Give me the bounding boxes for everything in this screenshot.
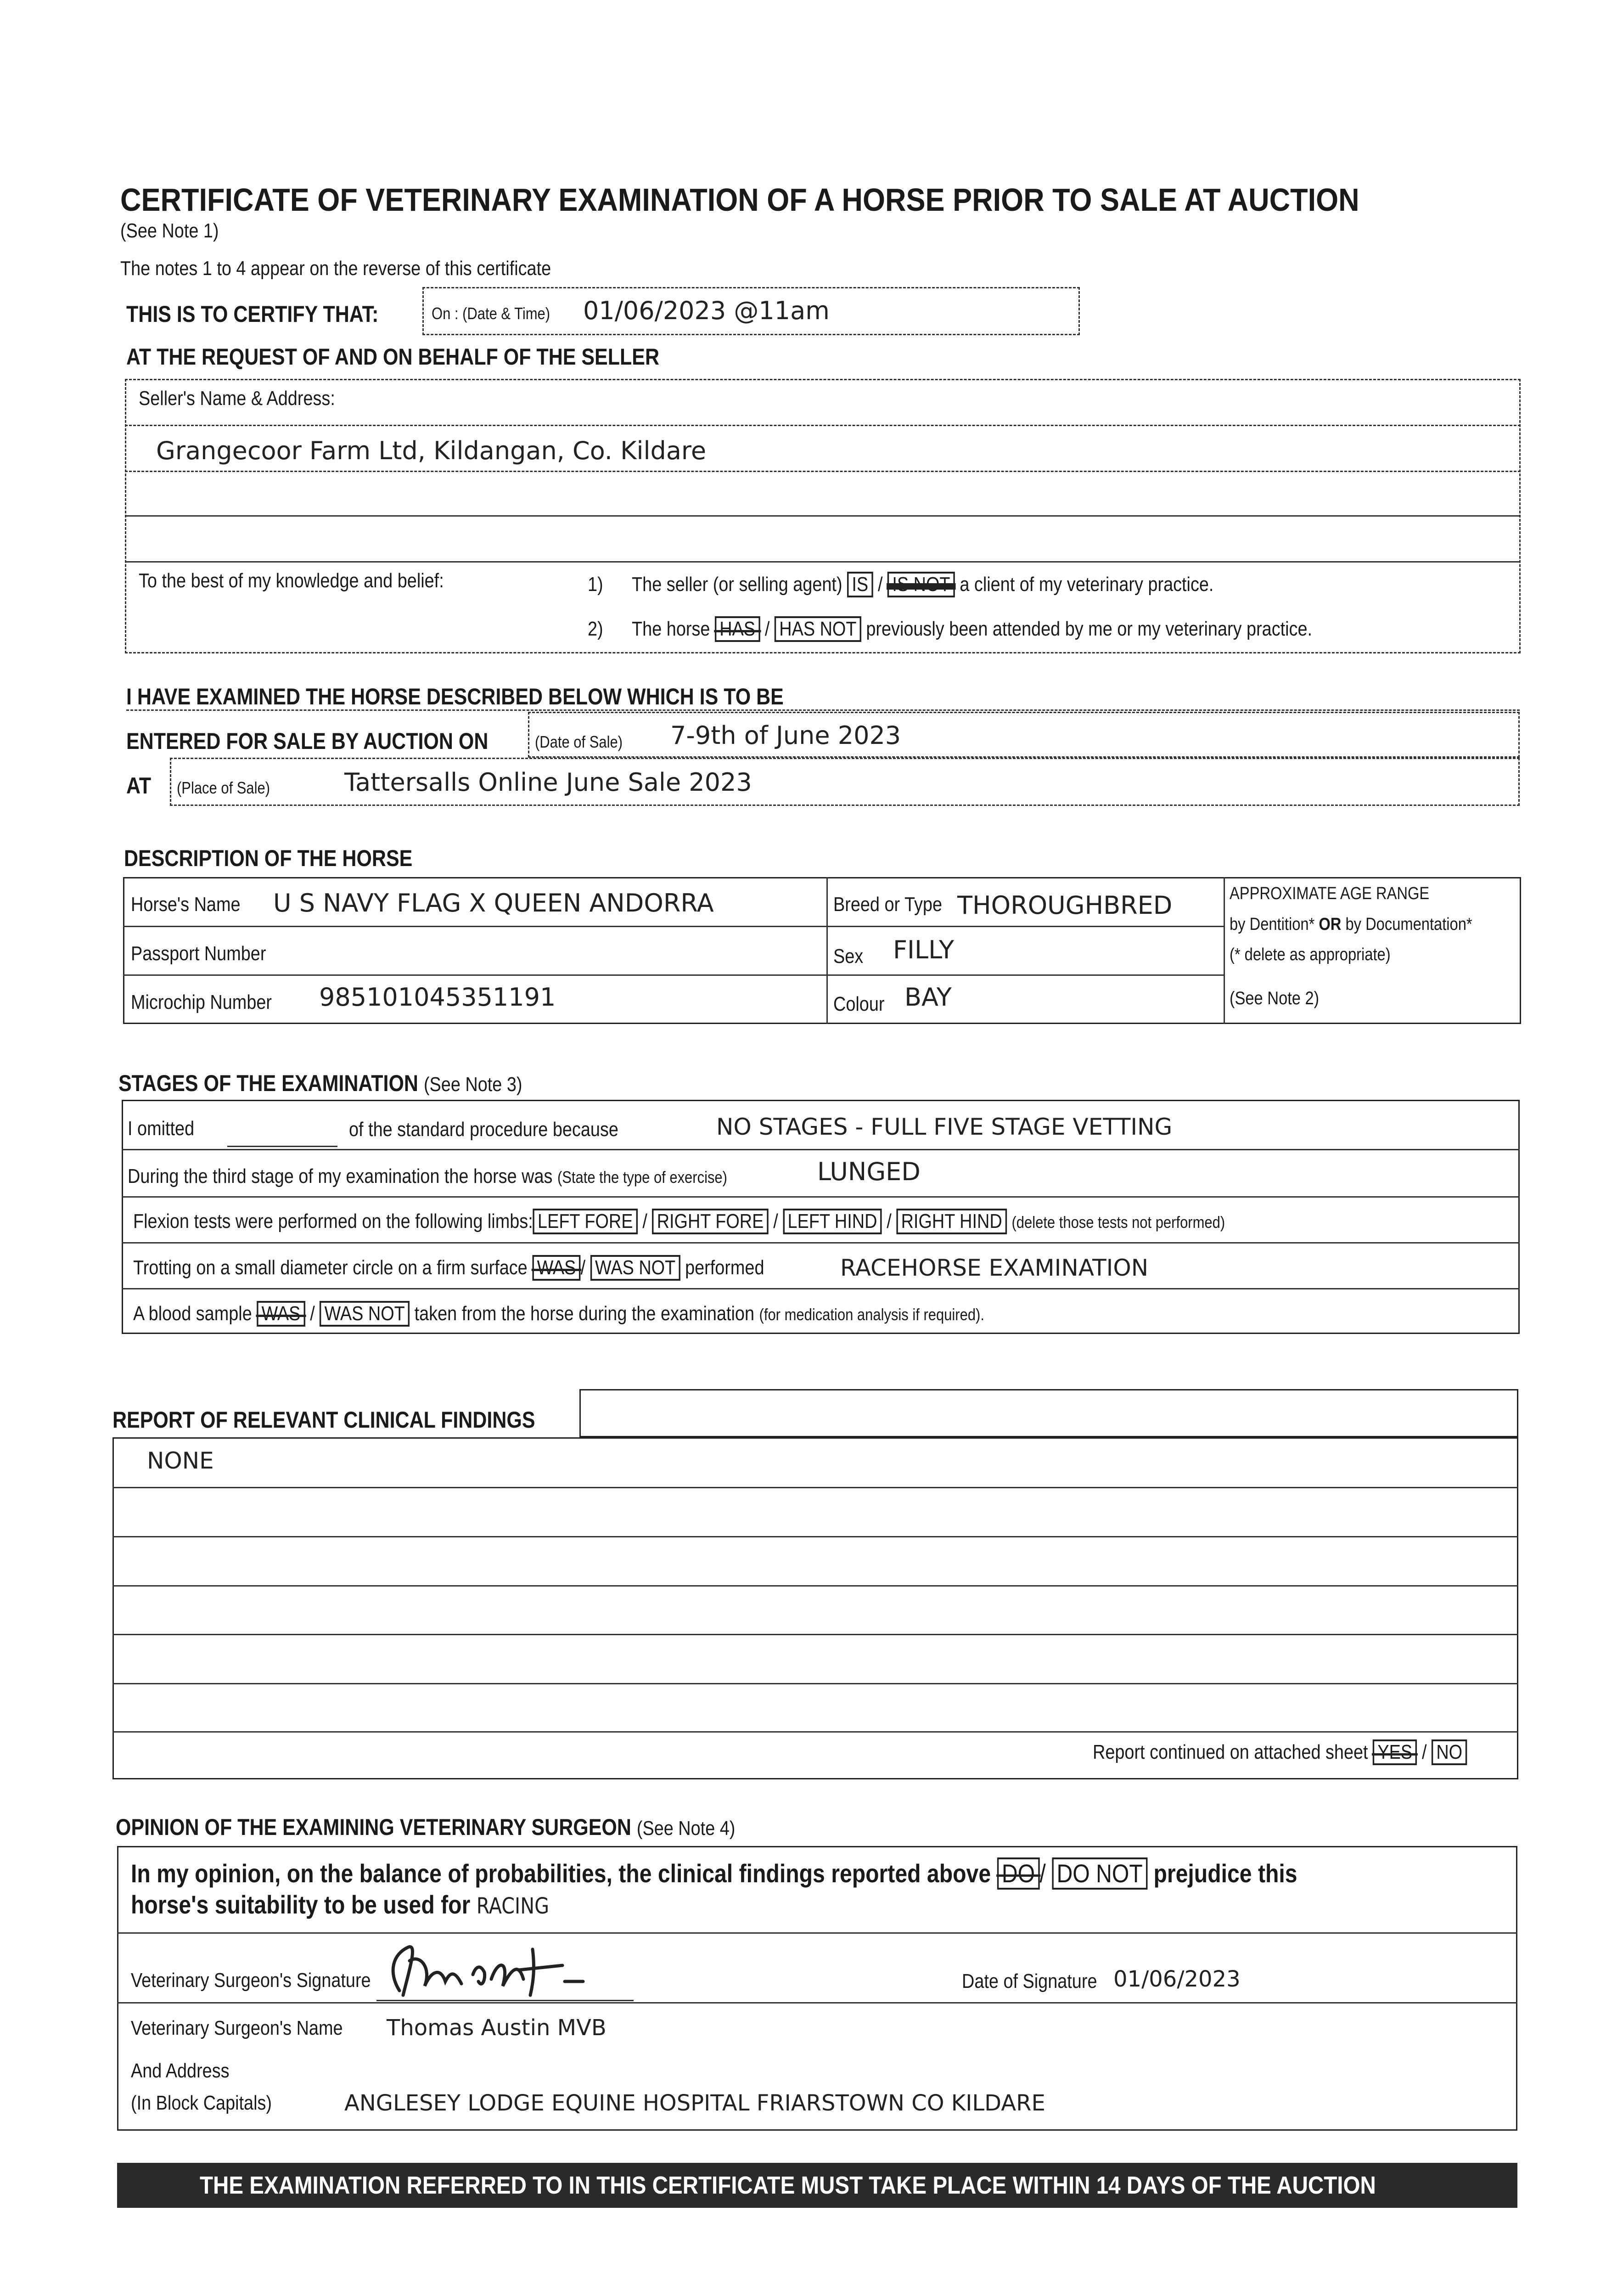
age-range-options <box>1230 915 1512 934</box>
date-of-sale-label: (Date of Sale) <box>535 732 623 751</box>
sex-label: Sex <box>833 945 864 968</box>
item-1-post: a client of my veterinary practice. <box>960 573 1214 596</box>
sale-date-value: 7-9th of June 2023 <box>670 721 901 750</box>
blood-label: A blood sample <box>133 1302 252 1325</box>
desc-col-divider-2 <box>1224 877 1225 1024</box>
signature-line[interactable] <box>376 2000 634 2001</box>
omitted-label: I omitted <box>128 1117 195 1140</box>
trotting-value[interactable]: RACEHORSE EXAMINATION <box>840 1255 1149 1281</box>
suitability-row <box>131 1890 617 1919</box>
breed-value[interactable]: THOROUGHBRED <box>957 891 1173 920</box>
report-line-5 <box>112 1683 1518 1684</box>
seller-name-label: Seller's Name & Address: <box>139 387 335 410</box>
do-option[interactable]: DO <box>997 1857 1040 1890</box>
report-line-2 <box>112 1536 1518 1537</box>
blood-sample-row <box>133 1301 1123 1327</box>
flexion-label: Flexion tests were performed on the following limbs: <box>133 1210 533 1232</box>
omitted-blank-line[interactable] <box>227 1146 337 1147</box>
trotting-row <box>133 1255 867 1281</box>
opinion-divider-2 <box>117 2002 1517 2003</box>
is-not-option[interactable]: IS NOT <box>887 572 955 597</box>
stages-heading <box>118 1070 588 1097</box>
examined-label: I HAVE EXAMINED THE HORSE DESCRIBED BELOW WHICH IS TO BE <box>126 684 784 709</box>
do-not-option[interactable]: DO NOT <box>1052 1857 1147 1890</box>
slash-separator: / <box>764 618 770 640</box>
opinion-heading <box>116 1814 836 1840</box>
slash-separator: / <box>642 1210 647 1232</box>
seller-divider-3 <box>125 515 1521 517</box>
item-1-number: 1) <box>588 573 603 596</box>
omitted-mid: of the standard procedure because <box>349 1118 618 1141</box>
left-fore-option[interactable]: LEFT FORE <box>533 1209 638 1234</box>
exam-datetime-value: 01/06/2023 @11am <box>583 296 830 325</box>
colour-value[interactable]: BAY <box>904 983 952 1012</box>
slash-separator: / <box>877 573 883 596</box>
seller-client-statement <box>588 572 1315 597</box>
slash-separator: / <box>310 1302 315 1325</box>
report-heading: REPORT OF RELEVANT CLINICAL FINDINGS <box>112 1407 535 1433</box>
opinion-statement <box>131 1857 1487 1890</box>
signature-label: Veterinary Surgeon's Signature <box>131 1969 371 1992</box>
has-option[interactable]: HAS <box>715 616 760 642</box>
suitability-label: horse's suitability to be used for <box>131 1890 471 1919</box>
has-not-option[interactable]: HAS NOT <box>775 616 861 642</box>
slash-separator: / <box>1421 1741 1427 1763</box>
report-line-1 <box>112 1487 1518 1488</box>
at-label: AT <box>126 773 152 799</box>
opinion-statement-post: prejudice this <box>1153 1859 1297 1888</box>
omitted-reason-value[interactable]: NO STAGES - FULL FIVE STAGE VETTING <box>716 1114 1173 1140</box>
opinion-divider-1 <box>117 1932 1517 1934</box>
stages-divider-1 <box>122 1149 1520 1150</box>
sale-place-value: Tattersalls Online June Sale 2023 <box>344 768 752 797</box>
vet-address-value[interactable]: ANGLESEY LODGE EQUINE HOSPITAL FRIARSTOWN CO KILDARE <box>344 2090 1045 2116</box>
blood-was-not-option[interactable]: WAS NOT <box>320 1301 410 1327</box>
third-stage-label <box>128 1165 825 1188</box>
signature-date-label: Date of Signature <box>962 1970 1097 1992</box>
item-2-post: previously been attended by me or my veterinary practice. <box>866 618 1313 640</box>
report-heading-box <box>579 1389 1518 1437</box>
certify-label: THIS IS TO CERTIFY THAT: <box>126 301 379 327</box>
horse-name-label: Horse's Name <box>131 893 241 916</box>
left-hind-option[interactable]: LEFT HIND <box>783 1209 882 1234</box>
address-label-block-capitals: (In Block Capitals) <box>131 2092 272 2114</box>
trotting-was-option[interactable]: WAS <box>532 1255 580 1281</box>
see-note-1: (See Note 1) <box>120 219 219 242</box>
opinion-heading-text: OPINION OF THE EXAMINING VETERINARY SURGEON <box>116 1814 631 1840</box>
continued-yes-option[interactable]: YES <box>1373 1739 1417 1765</box>
seller-divider-4 <box>125 561 1521 563</box>
trotting-label: Trotting on a small diameter circle on a firm surface <box>133 1256 528 1279</box>
stages-heading-text: STAGES OF THE EXAMINATION <box>118 1070 418 1096</box>
slash-separator: / <box>773 1210 778 1232</box>
trotting-performed: performed <box>685 1256 764 1279</box>
horse-name-value[interactable]: U S NAVY FLAG X QUEEN ANDORRA <box>273 889 714 917</box>
microchip-value[interactable]: 985101045351191 <box>319 983 556 1012</box>
slash-separator: / <box>1039 1859 1046 1888</box>
seller-divider-2 <box>125 471 1521 472</box>
colour-label: Colour <box>833 993 885 1015</box>
seller-name-value[interactable]: Grangecoor Farm Ltd, Kildangan, Co. Kildare <box>156 436 707 465</box>
stages-divider-3 <box>122 1242 1520 1244</box>
knowledge-label: To the best of my knowledge and belief: <box>139 569 444 592</box>
report-line-6 <box>112 1731 1518 1733</box>
opinion-statement-pre: In my opinion, on the balance of probabilities, the clinical findings reported above <box>131 1859 991 1888</box>
notes-line: The notes 1 to 4 appear on the reverse of this certificate <box>120 257 551 280</box>
stages-divider-2 <box>122 1196 1520 1198</box>
item-1-pre: The seller (or selling agent) <box>632 573 842 596</box>
description-heading: DESCRIPTION OF THE HORSE <box>124 845 413 871</box>
report-findings-box <box>112 1437 1518 1779</box>
third-stage-small: (State the type of exercise) <box>557 1168 727 1187</box>
passport-label: Passport Number <box>131 942 266 965</box>
blood-was-option[interactable]: WAS <box>257 1301 305 1327</box>
right-hind-option[interactable]: RIGHT HIND <box>896 1209 1007 1234</box>
microchip-label: Microchip Number <box>131 991 272 1013</box>
flexion-note: (delete those tests not performed) <box>1011 1213 1225 1232</box>
place-of-sale-label: (Place of Sale) <box>177 778 270 797</box>
vet-name-value[interactable]: Thomas Austin MVB <box>387 2015 607 2041</box>
report-line-4 <box>112 1634 1518 1635</box>
slash-separator: / <box>580 1256 586 1279</box>
sex-value[interactable]: FILLY <box>893 935 954 964</box>
on-date-time-label: On : (Date & Time) <box>432 304 550 323</box>
intended-use-value[interactable]: RACING <box>476 1893 550 1919</box>
item-2-number: 2) <box>588 618 603 640</box>
item-2-pre: The horse <box>632 618 710 640</box>
see-note-3: (See Note 3) <box>423 1073 522 1096</box>
flexion-row <box>133 1209 1403 1234</box>
clinical-findings-value[interactable]: NONE <box>147 1447 214 1474</box>
continued-no-option[interactable]: NO <box>1432 1739 1467 1765</box>
horse-attended-statement <box>588 616 1430 642</box>
examined-underline <box>126 709 1520 711</box>
report-line-3 <box>112 1585 1518 1587</box>
slash-separator: / <box>887 1210 892 1232</box>
entered-label: ENTERED FOR SALE BY AUCTION ON <box>126 728 489 754</box>
report-continued-row <box>1093 1739 1528 1765</box>
or-label: OR <box>1319 915 1342 934</box>
address-label: And Address <box>131 2060 230 2082</box>
right-fore-option[interactable]: RIGHT FORE <box>652 1209 768 1234</box>
is-option[interactable]: IS <box>847 572 873 597</box>
signature-image <box>381 1936 638 2004</box>
request-label: AT THE REQUEST OF AND ON BEHALF OF THE SELLER <box>126 344 659 370</box>
breed-label: Breed or Type <box>833 893 943 916</box>
delete-as-appropriate: (* delete as appropriate) <box>1230 945 1391 964</box>
certificate-title: CERTIFICATE OF VETERINARY EXAMINATION OF A HORSE PRIOR TO SALE AT AUCTION <box>120 182 1359 218</box>
by-dentition-option[interactable]: by Dentition* <box>1230 915 1315 934</box>
third-stage-text: During the third stage of my examination the horse was <box>128 1165 553 1187</box>
see-note-2: (See Note 2) <box>1230 988 1320 1008</box>
see-note-4: (See Note 4) <box>636 1817 736 1840</box>
report-continued-label: Report continued on attached sheet <box>1093 1741 1368 1763</box>
seller-divider-1 <box>125 425 1521 426</box>
footer-banner <box>117 2163 1517 2208</box>
signature-date-value[interactable]: 01/06/2023 <box>1113 1966 1241 1992</box>
trotting-was-not-option[interactable]: WAS NOT <box>590 1255 680 1281</box>
age-range-heading: APPROXIMATE AGE RANGE <box>1230 884 1430 903</box>
footer-banner-text: THE EXAMINATION REFERRED TO IN THIS CERTIFICATE MUST TAKE PLACE WITHIN 14 DAYS OF THE AUCTION <box>200 2172 1376 2199</box>
desc-row-divider-1 <box>123 926 1224 927</box>
blood-small: (for medication analysis if required). <box>759 1305 984 1324</box>
desc-row-divider-2 <box>123 974 1224 976</box>
vet-name-label: Veterinary Surgeon's Name <box>131 2017 343 2039</box>
blood-post: taken from the horse during the examination <box>414 1302 755 1325</box>
desc-col-divider-1 <box>826 877 828 1024</box>
exercise-type-value[interactable]: LUNGED <box>817 1157 921 1186</box>
stages-divider-4 <box>122 1288 1520 1289</box>
by-documentation-option[interactable]: by Documentation* <box>1345 915 1472 934</box>
